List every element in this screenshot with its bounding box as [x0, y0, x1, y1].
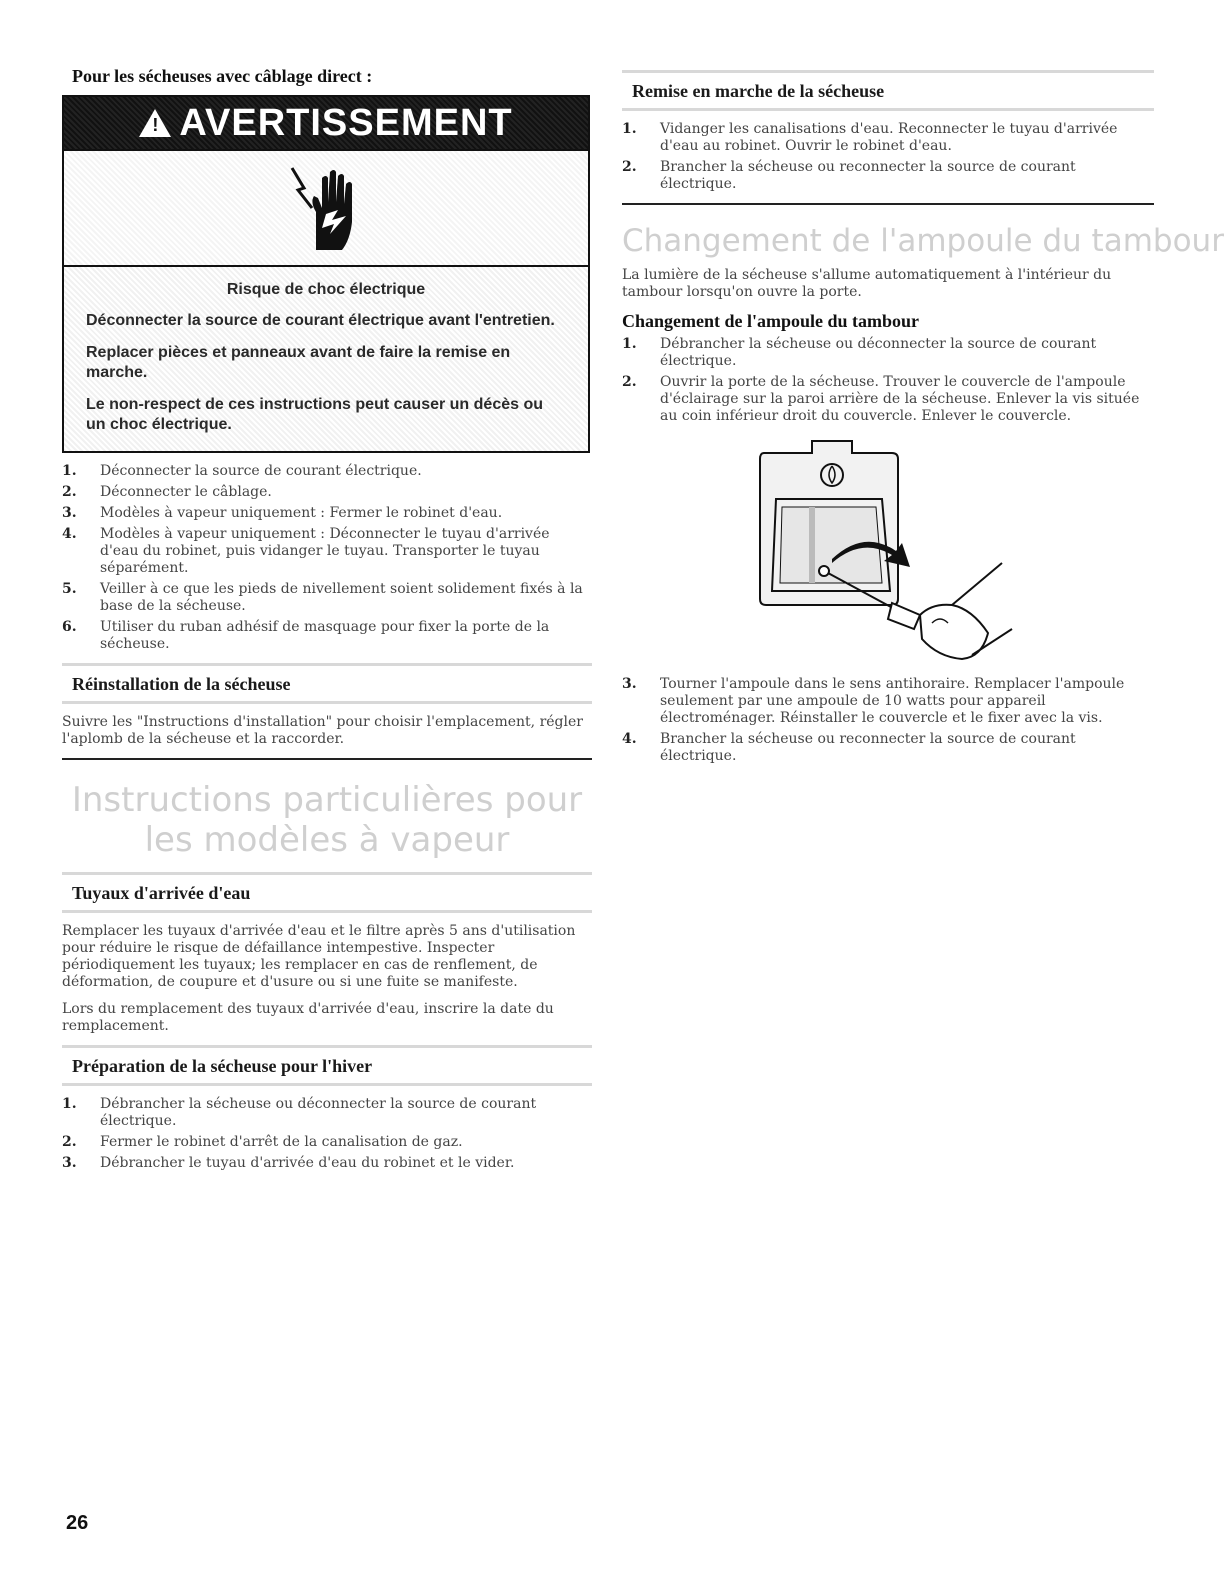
divider: [622, 203, 1154, 205]
warning-line: Le non-respect de ces instructions peut causer un décès ou un choc électrique.: [86, 396, 544, 433]
electric-shock-hand-icon: [286, 162, 366, 254]
section-kicker: Pour les sécheuses avec câblage direct :: [72, 66, 373, 86]
bulb-steps-a: [622, 336, 1154, 425]
warning-line: Déconnecter la source de courant électrique avant l'entretien.: [86, 312, 555, 329]
divider: [62, 758, 592, 760]
list-item: 1. Vidanger les canalisations d'eau. Reconnecter le tuyau d'arrivée d'eau au robinet. Ouvrir le robinet d'eau.: [622, 121, 1118, 154]
steam-section-title: Instructions particulières pour les modèles à vapeur: [71, 780, 583, 860]
warning-risk: Risque de choc électrique: [226, 281, 426, 298]
warning-text: [64, 267, 588, 451]
list-item: 3. Tourner l'ampoule dans le sens antihoraire. Remplacer l'ampoule seulement par une ampoule de 10 watts pour appareil électroménager. Réinstaller le couvercle et le fixer avec la vis.: [622, 676, 1125, 726]
bulb-section-title: Changement de l'ampoule du tambour: [622, 223, 1224, 259]
restart-steps: [622, 121, 1154, 193]
reinstall-text: Suivre les "Instructions d'installation" pour choisir l'emplacement, régler l'aplomb de la sécheuse et la raccorder.: [62, 714, 583, 747]
list-item: 2. Fermer le robinet d'arrêt de la canalisation de gaz.: [62, 1134, 463, 1150]
disconnect-steps: [62, 463, 592, 653]
list-item: 3. Modèles à vapeur uniquement : Fermer le robinet d'eau.: [62, 505, 503, 521]
hoses-text-2: Lors du remplacement des tuyaux d'arrivée d'eau, inscrire la date du remplacement.: [62, 1001, 554, 1034]
list-item: 4. Modèles à vapeur uniquement : Déconnecter le tuyau d'arrivée d'eau du robinet, puis vidanger le tuyau. Transporter le tuyau séparément.: [62, 526, 550, 576]
restart-heading: Remise en marche de la sécheuse: [622, 70, 1154, 111]
warning-box: [62, 95, 590, 453]
bulb-steps-b: [622, 676, 1154, 765]
list-item: 1. Déconnecter la source de courant électrique.: [62, 463, 422, 479]
reinstall-heading: Réinstallation de la sécheuse: [62, 663, 592, 704]
list-item: 5. Veiller à ce que les pieds de nivellement soient solidement fixés à la base de la sécheuse.: [62, 581, 583, 614]
bulb-cover-removal-illustration: [752, 433, 1112, 663]
winter-heading: Préparation de la sécheuse pour l'hiver: [62, 1045, 592, 1086]
bulb-heading: Changement de l'ampoule du tambour: [622, 311, 920, 331]
warning-line: Replacer pièces et panneaux avant de faire la remise en marche.: [86, 344, 511, 381]
warning-banner: [64, 97, 588, 151]
warning-title: AVERTISSEMENT: [179, 101, 513, 144]
bulb-intro: La lumière de la sécheuse s'allume automatiquement à l'intérieur du tambour lorsqu'on ouvre la porte.: [622, 267, 1112, 300]
list-item: 2. Brancher la sécheuse ou reconnecter la source de courant électrique.: [622, 159, 1076, 192]
list-item: 1. Débrancher la sécheuse ou déconnecter la source de courant électrique.: [622, 336, 1097, 369]
list-item: 3. Débrancher le tuyau d'arrivée d'eau du robinet et le vider.: [62, 1155, 515, 1171]
hoses-text-1: Remplacer les tuyaux d'arrivée d'eau et le filtre après 5 ans d'utilisation pour réduire le risque de défaillance intempestive. Inspecter périodiquement les tuyaux; les remplacer en cas de renflement, de déformation, de coupure et d'usure ou si une fuite se manifeste.: [62, 923, 576, 990]
winter-steps: [62, 1096, 592, 1172]
warning-icon-area: [64, 151, 588, 267]
left-column: [62, 66, 592, 1176]
list-item: 6. Utiliser du ruban adhésif de masquage pour fixer la porte de la sécheuse.: [62, 619, 550, 652]
page-number: 26: [66, 1512, 89, 1534]
list-item: 2. Déconnecter le câblage.: [62, 484, 272, 500]
list-item: 1. Débrancher la sécheuse ou déconnecter la source de courant électrique.: [62, 1096, 537, 1129]
right-column: [622, 70, 1224, 769]
list-item: 4. Brancher la sécheuse ou reconnecter la source de courant électrique.: [622, 731, 1076, 764]
hoses-heading: Tuyaux d'arrivée d'eau: [62, 872, 592, 913]
list-item: 2. Ouvrir la porte de la sécheuse. Trouver le couvercle de l'ampoule d'éclairage sur la paroi arrière de la sécheuse. Enlever la vis située au coin inférieur droit du couvercle. Enlever le couvercle.: [622, 374, 1140, 424]
warning-triangle-icon: !: [139, 109, 171, 137]
